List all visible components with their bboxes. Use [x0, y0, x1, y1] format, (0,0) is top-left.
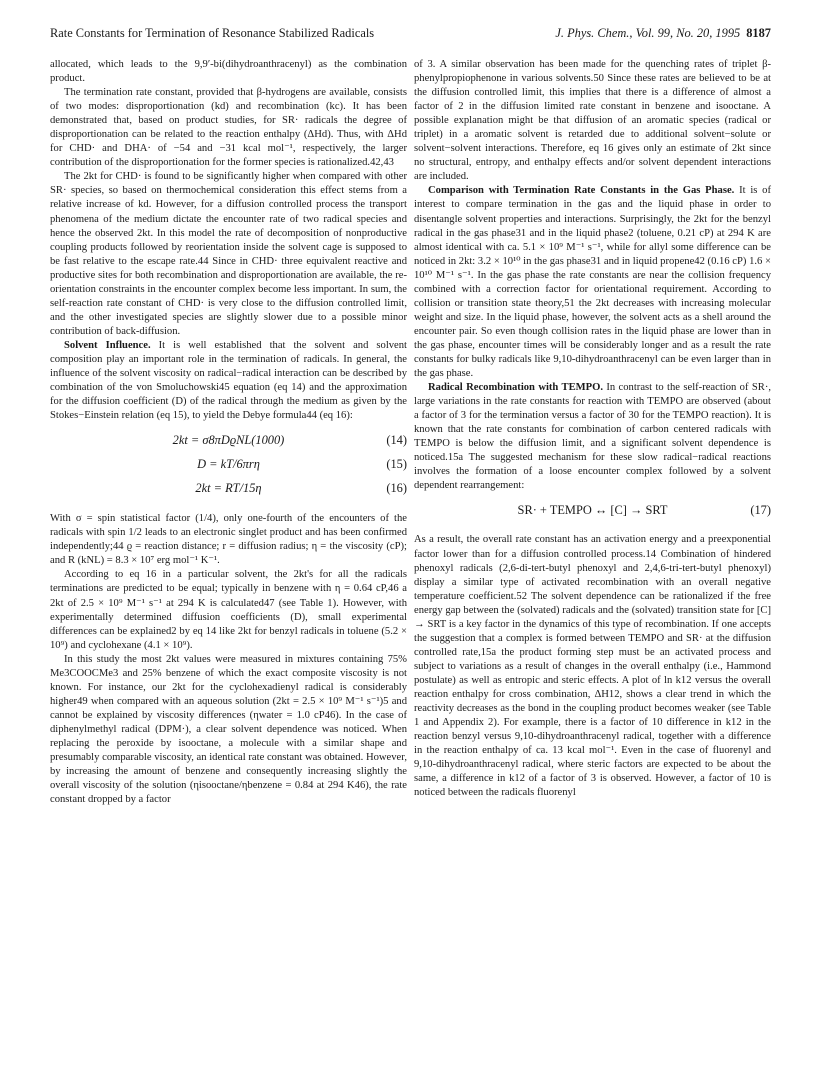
equation-expression: D = kT/6πrη [197, 457, 260, 472]
paragraph: allocated, which leads to the 9,9′-bi(dihydroanthracenyl) as the combination product. [50, 59, 407, 85]
paragraph: As a result, the overall rate constant has an activation energy and a preexponential factor lower than for a diffusion controlled process.14 Combination of hindered phenoxyl radicals (2,6-di-tert-butyl phenoxyl and 2,4,6-tri-tert-butyl phenoxyl) display a similar type of activated recombination with an overall negative temperature coefficient.52 The solvent dependence can be rationalized if the free energy gap between the (solvated) radicals and the (solvated) transition state for [C] → SRT is a key factor in the dynamics of this type of recombination. If one accepts the suggestion that a complex is formed between TEMPO and SR· at the diffusion controlled rate,15a the product forming step must be an activated process and subject to variations as a result of changes in the overall enthalpy (i.e., Hammond postulate) as well as entropic and steric effects. A plot of ln k12 versus the overall reaction enthalpy for cross combination, ΔH12, shows a clear trend in which the reactivity decreases as the bond in the coupling product becomes weaker (see Table 1 and Appendix 2). For example, there is a factor of 10 difference in k12 in the reaction benzyl versus 9,10-dihydroanthracenyl radical, together with a difference in the reaction enthalpy of ca. 13 kcal mol⁻¹. Even in the case of fluorenyl and 9,10-dihydroanthracenyl radical, where steric factors are expected to be about the same, a difference in k12 of a factor of 3 is observed. However, a factor of 10 is noticed between the radicals fluorenyl [414, 534, 771, 799]
equation-number: (17) [750, 503, 771, 518]
equation-expression: SR· + TEMPO ↔ [C] → SRT [517, 503, 668, 518]
paragraph: The 2kt for CHD· is found to be significantly higher when compared with other SR· species, so based on thermochemical consideration this effect stems from a relative increase of kd. However, for a diffusion controlled process the transport phenomena of the medium dictate the encounter rate of two radical species and hence the observed 2kt. In this model the rate of decomposition of nonproductive coupling products followed by reorientation inside the solvent cage is supposed to be fast relative to the escape rate.44 Since in CHD· three equivalent reactive and productive sites for both recombination and disproportionation are available, the re-orientation constraints in the encounter complex become less important. In sum, the self-reaction rate constant of CHD· is very close to the diffusion controlled limit, and the other investigated species are slightly slower due to a possible minor contribution of back-diffusion. [50, 171, 407, 337]
running-title: Rate Constants for Termination of Resonance Stabilized Radicals [50, 26, 375, 40]
page-number: 8187 [746, 26, 771, 40]
section-heading: Radical Recombination with TEMPO. [428, 382, 603, 394]
equation-16 [50, 481, 407, 502]
journal-reference: J. Phys. Chem., Vol. 99, No. 20, 1995 [555, 26, 741, 40]
equation-15 [50, 457, 407, 478]
equation-14 [50, 433, 407, 454]
equation-17 [414, 503, 771, 525]
paragraph-tempo [414, 381, 771, 493]
paragraph-text: In contrast to the self-reaction of SR·, large variations in the rate constants for reaction with TEMPO are observed (about a factor of 3 for the termination versus a factor of 30 for the TEMPO reaction). It is known that the rate constants for combination of carbon centered radicals with TEMPO is below the diffusion limit, and a significant solvent dependence is noticed.15a The suggested mechanism for these slow radical−radical reactions involves the formation of a loose encounter complex followed by a solvent dependent rearrangement: [414, 382, 771, 492]
paragraph-text: It is of interest to compare termination in the gas and the liquid phase in order to disentangle solvent properties and interactions. Surprisingly, the 2kt for the benzyl radical in the gas phase31 and in the liquid phase2 (toluene, 0.21 cP) at 294 K are almost identical with ca. 5.1 × 10⁹ M⁻¹ s⁻¹, while for allyl some difference can be noticed in 2kt: 3.2 × 10¹⁰ in the gas phase31 and in liquid propene42 (0.16 cP) 1.6 × 10¹⁰ M⁻¹ s⁻¹. In the gas phase the rate constants are near the collision frequency combined with a correction factor for orientational requirement. According to collision or transition state theory,51 the 2kt decreases with increasing molecular weight and size. In the liquid phase, however, the solvent acts as a shell around the encounter pair. So even though collision rates in the liquid phase are lower than in the gas phase, encounter times will be considerably longer and as a result the rate constants for bulky radicals like 9,10-dihydroanthracenyl can be even larger than in the gas phase. [414, 185, 771, 380]
paragraph: In this study the most 2kt values were measured in mixtures containing 75% Me3COOCMe3 and 25% benzene of which the exact composite viscosity is not known. For instance, our 2kt for the cyclohexadienyl radical is considerably higher49 when compared with an aqueous solution (2kt = 2.5 × 10⁹ M⁻¹ s⁻¹)5 and cannot be explained by viscosity differences (ηwater = 1.0 cP46). In the case of diphenylmethyl radical (DPM·), a clear solvent dependence was noticed. When replacing the peroxide by isooctane, a molecule with a similar shape and presumably comparable viscosity, an identical rate constant was obtained. However, by increasing the amount of benzene and consequently increasing slightly the overall viscosity of the solution (ηisooctane/ηbenzene = 0.84 at 294 K46), the rate constant dropped by a factor [50, 653, 407, 806]
right-column [414, 58, 771, 800]
running-header [50, 26, 771, 46]
paragraph: According to eq 16 in a particular solvent, the 2kt's for all the radicals terminations are predicted to be equal; typically in benzene with η = 0.64 cP,46 a 2kt of 2.5 × 10⁹ M⁻¹ s⁻¹ at 294 K is calculated47 (see Table 1). However, with experimentally determined diffusion coefficients (D), small experimental differences can be explained2 by eq 14 like 2kt for benzyl radicals in toluene (5.2 × 10⁹) and cyclohexane (4.1 × 10⁹). [50, 569, 407, 651]
equation-expression: 2kt = RT/15η [195, 481, 262, 496]
paragraph-solvent-influence [50, 339, 407, 423]
paragraph: of 3. A similar observation has been made for the quenching rates of triplet β-phenylpropiophenone in various solvents.50 Since these rates are believed to be at the diffusion controlled limit, this implies that there is a difference of almost a factor of 2 in the diffusion limited rate constant in benzene and isooctane. A possible explanation might be that diffusion of an aromatic species (radical or triplet) in a aromatic solvent is retarded due to additional solvent−solute or solvent−solvent interactions. Therefore, eq 16 gives only an estimate of 2kt since no structural, entropy, and enthalpy effects and/or solvent dependent interactions are included. [414, 59, 771, 183]
section-heading: Comparison with Termination Rate Constants in the Gas Phase. [428, 185, 735, 197]
left-column [50, 58, 407, 807]
paragraph: The termination rate constant, provided that β-hydrogens are available, consists of two modes: disproportionation (kd) and recombination (kc). It has been demonstrated that, based on product studies, for SR· radicals the degree of disproportionation can be related to the reaction enthalpy (ΔHd). Thus, with ΔHd for CHD· and DHA· of −54 and −31 kcal mol⁻¹, respectively, the larger contribution of the disproportionation for the former species is rationalized.42,43 [50, 87, 407, 169]
equation-number: (14) [386, 433, 407, 448]
section-heading: Solvent Influence. [64, 339, 151, 351]
journal-citation [555, 26, 771, 41]
paragraph: With σ = spin statistical factor (1/4), only one-fourth of the encounters of the radicals with spin 1/2 leads to an electronic singlet product and has been confirmed independently;44 ϱ = reaction distance; r = diffusion radius; η = the viscosity (cP); and R (kNL) = 8.3 × 10⁷ erg mol⁻¹ K⁻¹. [50, 513, 407, 567]
equation-number: (16) [386, 481, 407, 496]
paragraph-text: It is well established that the solvent and solvent composition play an important role in the termination of radicals. In general, the influence of the solvent viscosity on radical−radical interaction can be described by combination of the von Smoluchowski45 equation (eq 14) and the approximation for the diffusion coefficient (D) of the radical through the medium as given by the Stokes−Einstein relation (eq 15), to yield the Debye formula44 (eq 16): [50, 339, 407, 422]
equation-expression: 2kt = σ8πDϱNL(1000) [172, 433, 285, 448]
paragraph-gas-phase [414, 184, 771, 381]
equation-number: (15) [386, 457, 407, 472]
